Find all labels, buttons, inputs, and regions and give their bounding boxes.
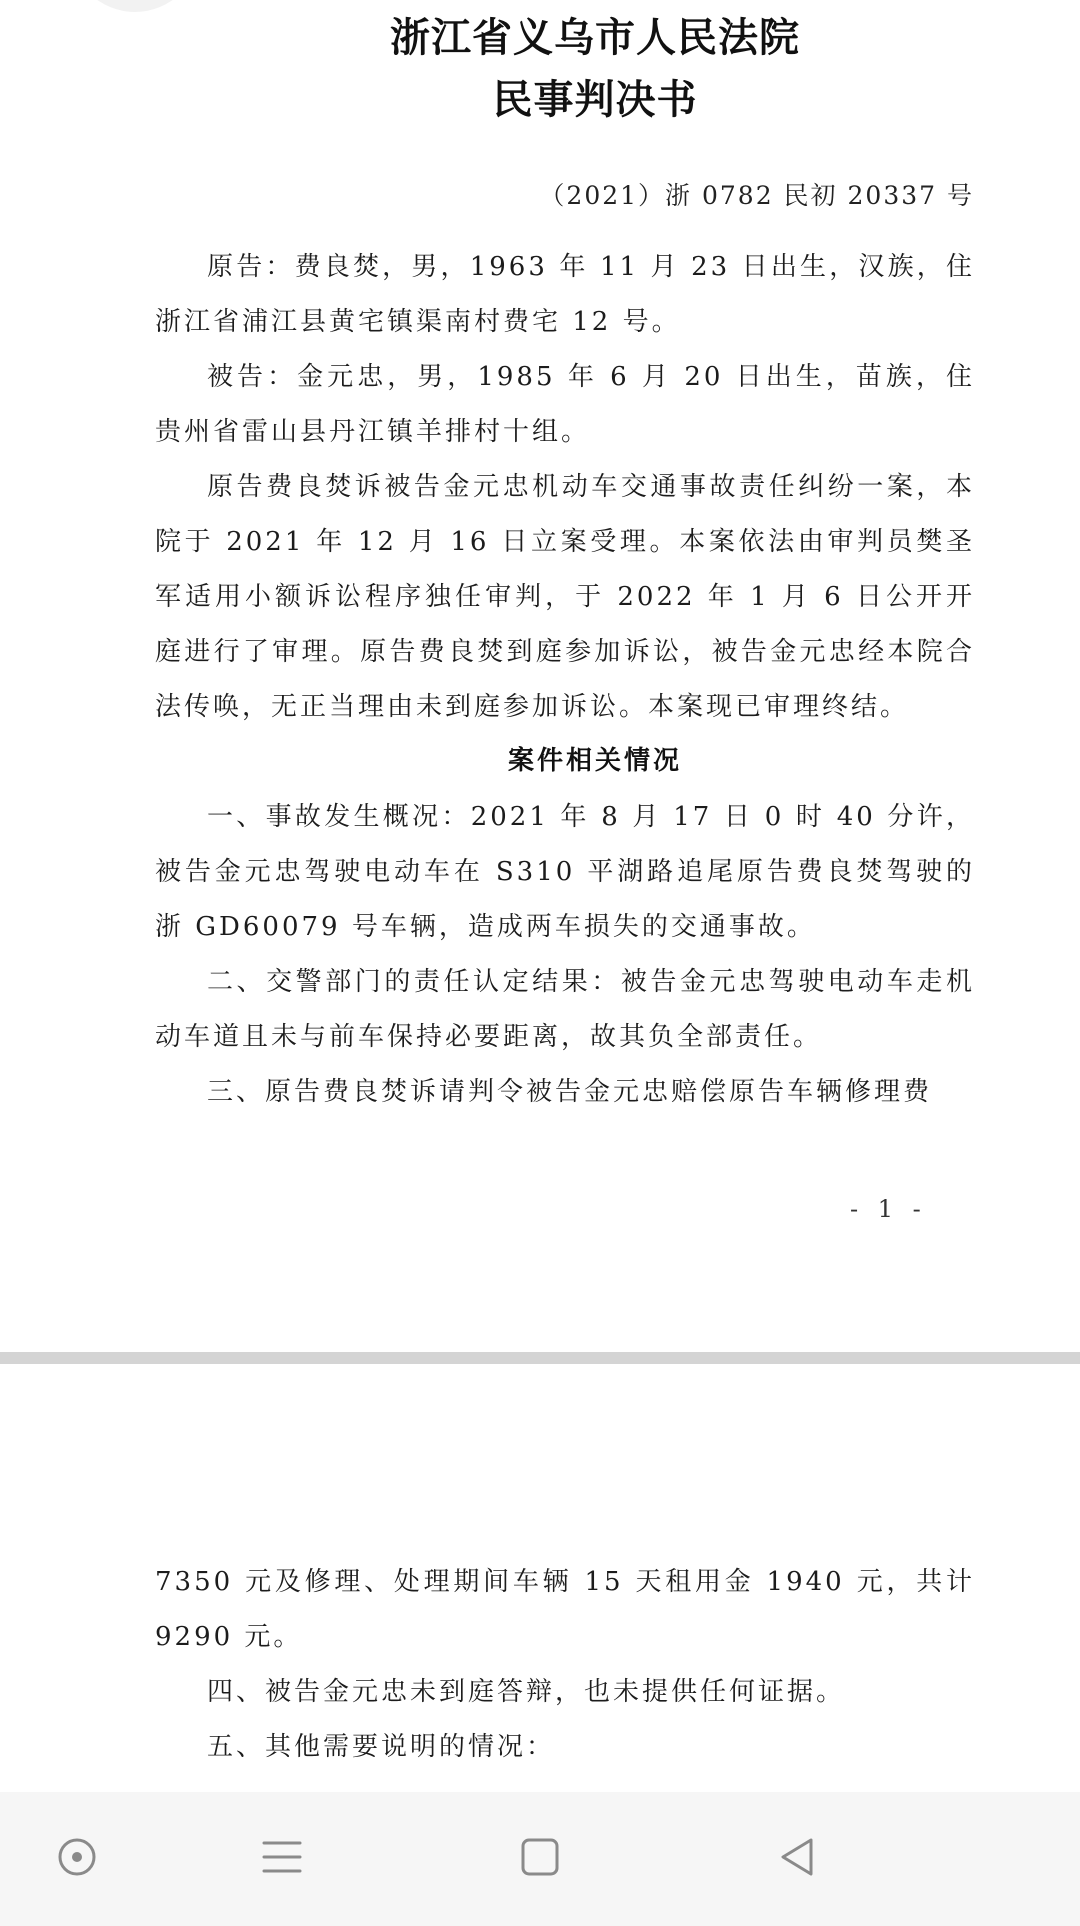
document-body-page2 bbox=[155, 1555, 975, 1775]
menu-lines-icon bbox=[260, 1837, 304, 1877]
item-paragraph: 一、事故发生概况：2021 年 8 月 17 日 0 时 40 分许，被告金元忠驾驶电动车在 S310 平湖路追尾原告费良焚驾驶的浙 GD60079 号车辆，造成两车损失的交通事故。 bbox=[155, 802, 975, 942]
corner-decoration bbox=[70, 0, 200, 12]
continuation-paragraph: 7350 元及修理、处理期间车辆 15 天租用金 1940 元，共计 9290 元。 bbox=[155, 1567, 975, 1652]
intro-paragraph: 原告费良焚诉被告金元忠机动车交通事故责任纠纷一案，本院于 2021 年 12 月 16 日立案受理。本案依法由审判员樊圣军适用小额诉讼程序独任审判，于 2022 年 1 月 6 日公开开庭进行了审理。原告费良焚到庭参加诉讼，被告金元忠经本院合法传唤，无正当理由未到庭参加诉讼。本案现已审理终结。 bbox=[155, 472, 975, 722]
defendant-paragraph: 被告：金元忠，男，1985 年 6 月 20 日出生，苗族，住贵州省雷山县丹江镇羊排村十组。 bbox=[155, 362, 975, 447]
home-button[interactable] bbox=[500, 1822, 580, 1892]
menu-button[interactable] bbox=[242, 1822, 322, 1892]
section-title: 案件相关情况 bbox=[507, 746, 682, 776]
system-navigation-bar bbox=[0, 1792, 1080, 1926]
item-paragraph: 四、被告金元忠未到庭答辩，也未提供任何证据。 bbox=[207, 1677, 846, 1707]
triangle-back-icon bbox=[775, 1835, 819, 1879]
item-paragraph: 五、其他需要说明的情况： bbox=[207, 1732, 556, 1762]
document-body-intro bbox=[155, 240, 975, 735]
document-body-items bbox=[155, 790, 975, 1120]
item-paragraph: 二、交警部门的责任认定结果：被告金元忠驾驶电动车走机动车道且未与前车保持必要距离，故其负全部责任。 bbox=[155, 967, 975, 1052]
item-paragraph: 三、原告费良焚诉请判令被告金元忠赔偿原告车辆修理费 bbox=[207, 1077, 933, 1107]
document-type: 民事判决书 bbox=[492, 76, 698, 123]
case-number: （2021）浙 0782 民初 20337 号 bbox=[539, 181, 974, 210]
court-name: 浙江省义乌市人民法院 bbox=[390, 14, 800, 61]
plaintiff-paragraph: 原告：费良焚，男，1963 年 11 月 23 日出生，汉族，住浙江省浦江县黄宅镇渠南村费宅 12 号。 bbox=[155, 252, 975, 337]
back-button[interactable] bbox=[757, 1822, 837, 1892]
page-number: - 1 - bbox=[850, 1195, 927, 1223]
page-separator bbox=[0, 1352, 1080, 1364]
circle-dot-icon bbox=[55, 1835, 99, 1879]
square-icon bbox=[518, 1835, 562, 1879]
home-assistant-button[interactable] bbox=[37, 1822, 117, 1892]
